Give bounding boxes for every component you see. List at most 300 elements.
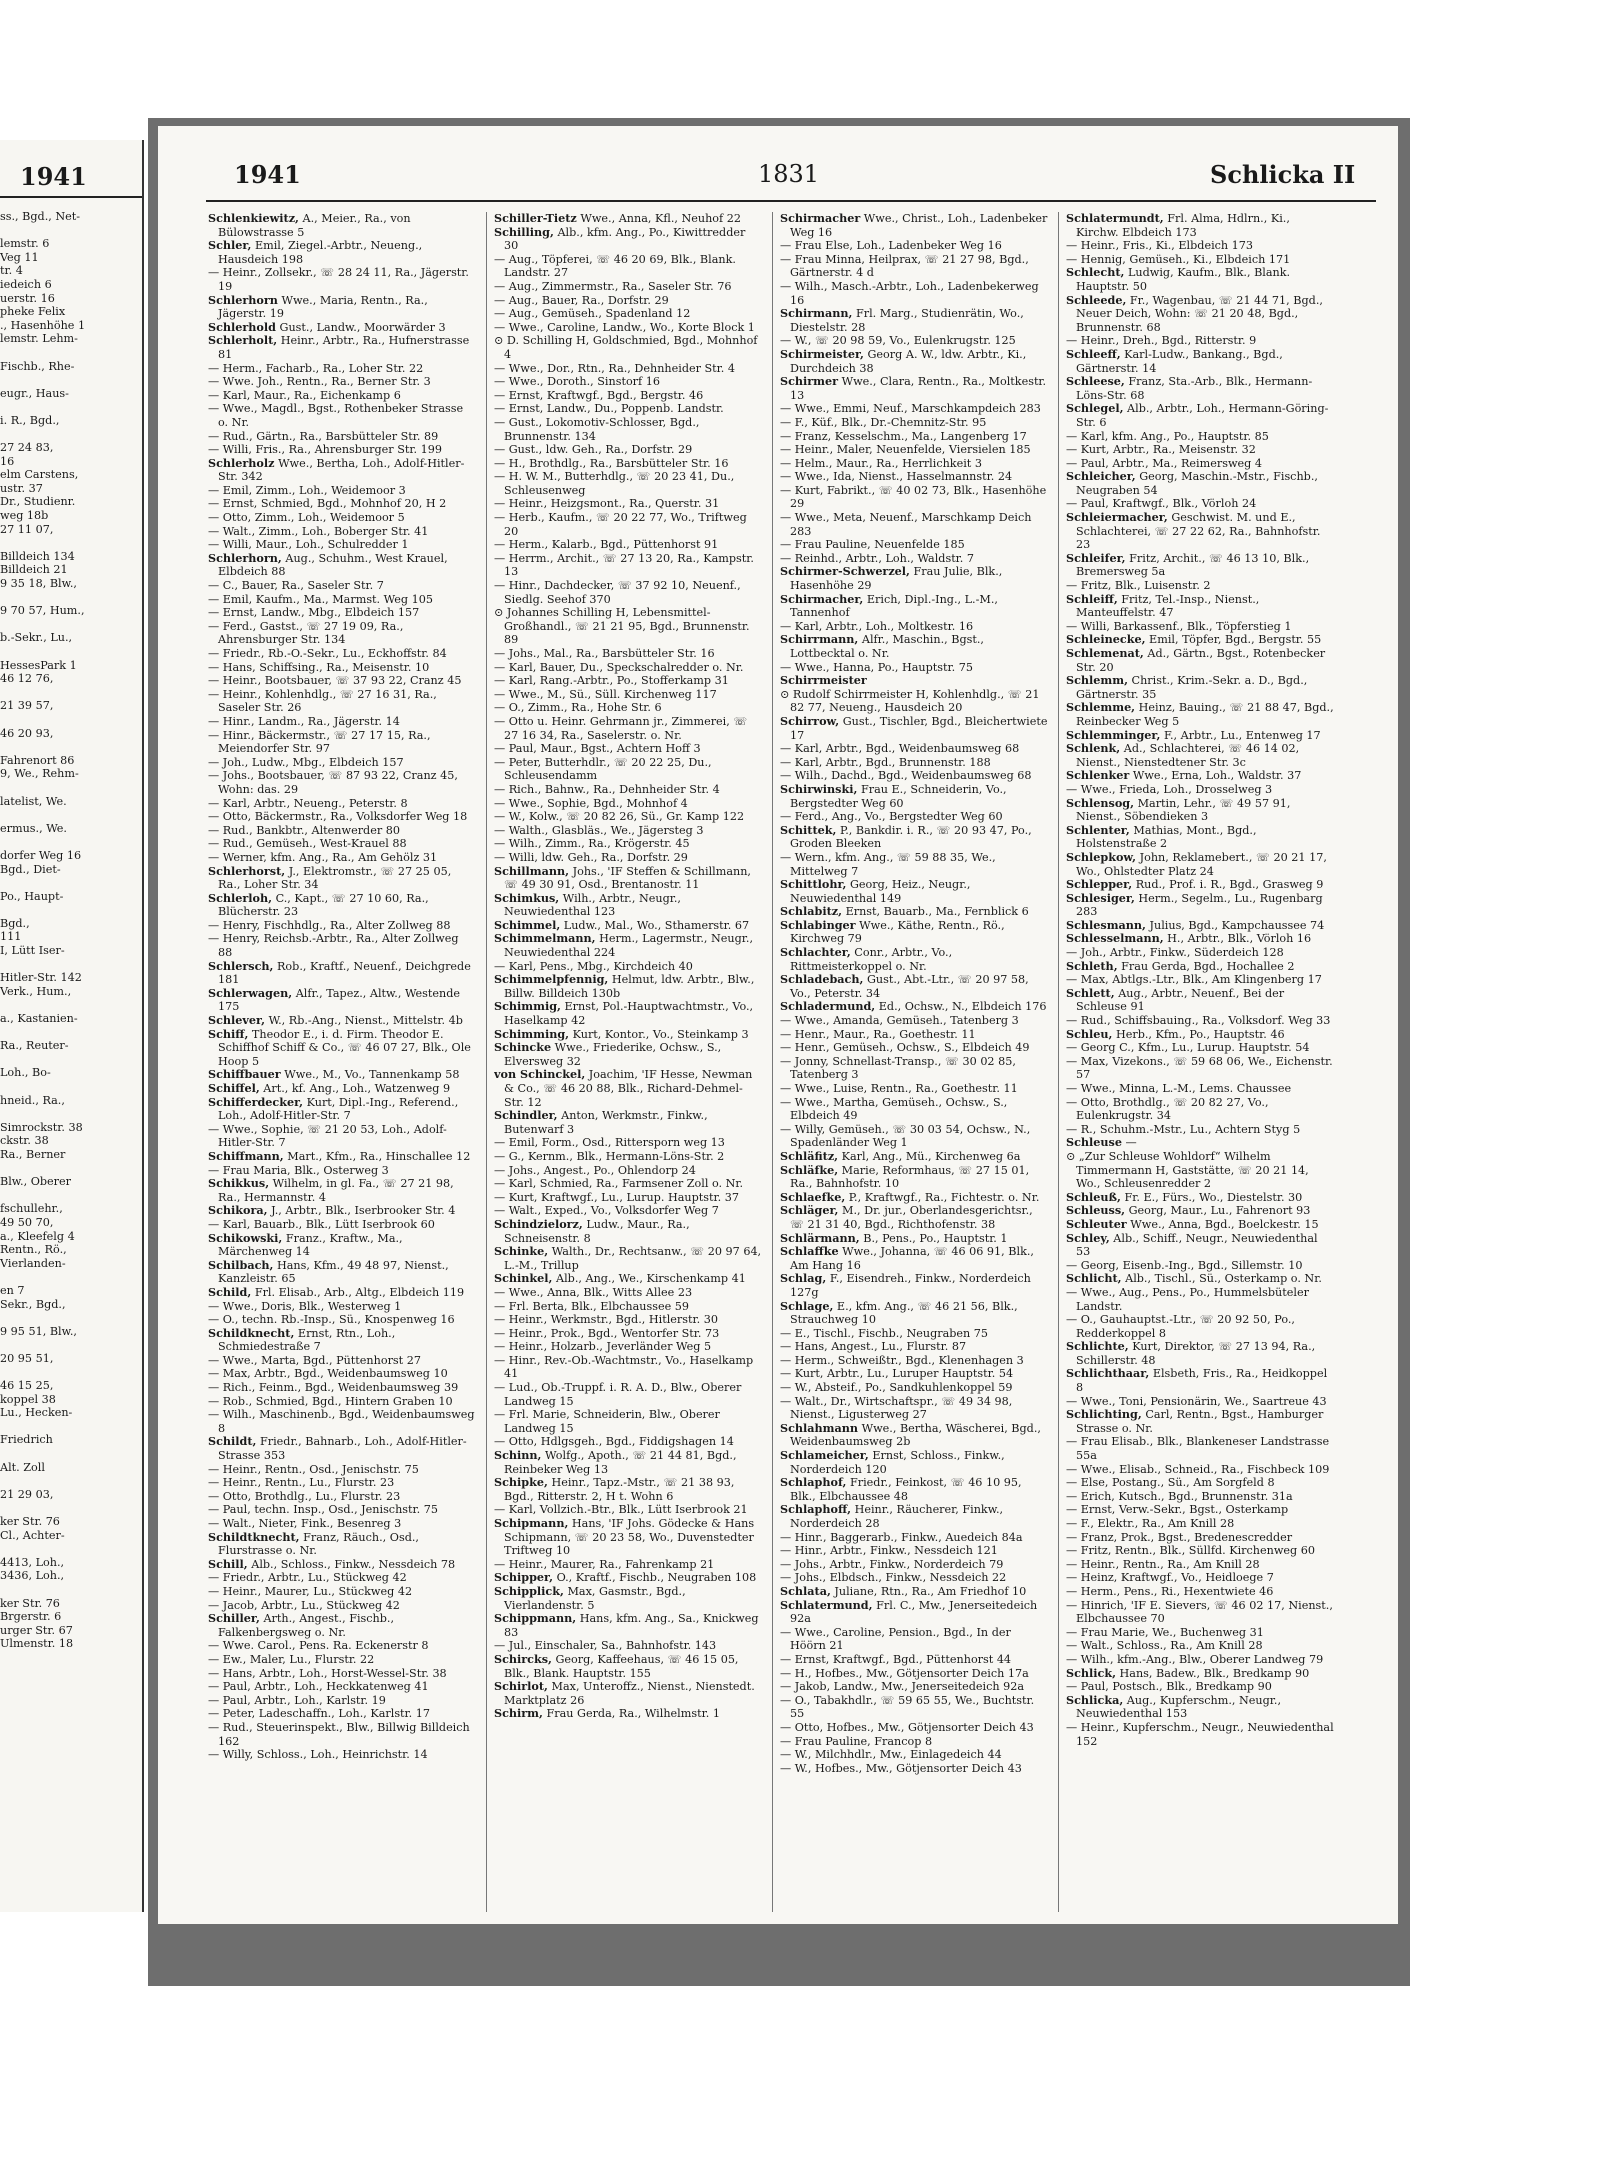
entry-details: — Franz, Prok., Bgst., Bredenescredder bbox=[1066, 1530, 1293, 1544]
page-header bbox=[158, 126, 1398, 189]
directory-entry bbox=[494, 1381, 762, 1408]
entry-surname: Schleuß, bbox=[1066, 1189, 1121, 1204]
directory-entry bbox=[780, 1150, 1048, 1164]
entry-surname: Schirmacher, bbox=[780, 591, 864, 606]
entry-details: — Frau Pauline, Neuenfelde 185 bbox=[780, 538, 965, 552]
directory-entry bbox=[1066, 470, 1334, 497]
directory-entry bbox=[780, 511, 1048, 538]
left-page-line: Friedrich bbox=[0, 1433, 53, 1447]
directory-entry bbox=[494, 1150, 762, 1164]
left-page-lines bbox=[0, 210, 140, 1651]
entry-details: Martin, Lehr., ☏ 49 57 91, Nienst., Söbendieken 3 bbox=[1076, 796, 1291, 824]
entry-surname: Schlerloh, bbox=[208, 890, 273, 905]
directory-entry bbox=[208, 824, 476, 838]
entry-details: Ludwig, Kaufm., Blk., Blank. Hauptstr. 50 bbox=[1076, 266, 1291, 293]
entry-details: Herm., Segelm., Lu., Rugenbarg 283 bbox=[1076, 891, 1323, 919]
entry-details: — Wilh., Dachd., Bgd., Weidenbaumsweg 68 bbox=[780, 769, 1032, 783]
entry-details: — Wwe., Caroline, Pension., Bgd., In der Höörn 21 bbox=[780, 1625, 1011, 1653]
entry-details: — Walt., Nieter, Fink., Besenreg 3 bbox=[208, 1517, 402, 1530]
entry-details: — Ernst, Kraftwgf., Bgd., Püttenhorst 44 bbox=[780, 1652, 1012, 1666]
directory-entry bbox=[494, 973, 762, 1000]
column-divider bbox=[772, 212, 773, 1912]
directory-entry bbox=[208, 1028, 476, 1069]
entry-surname: Schirmer-Schwerzel, bbox=[780, 564, 910, 579]
entry-details: — Else, Postang., Sü., Am Sorgfeld 8 bbox=[1066, 1476, 1275, 1490]
directory-entry bbox=[1066, 1272, 1334, 1286]
left-page-line: 3436, Loh., bbox=[0, 1569, 65, 1583]
entry-details: — Aug., Bauer, Ra., Dorfstr. 29 bbox=[494, 293, 669, 307]
directory-entry bbox=[780, 1585, 1048, 1599]
entry-details: Alb., Arbtr., Loh., Hermann-Göring-Str. 6 bbox=[1076, 402, 1329, 429]
entry-details: — Frau Marie, We., Buchenweg 31 bbox=[1066, 1625, 1264, 1639]
entry-surname: Schlerholz bbox=[208, 455, 275, 470]
directory-entry bbox=[494, 1028, 762, 1042]
entry-details: — Aug., Töpferei, ☏ 46 20 69, Blk., Blank. Landstr. 27 bbox=[494, 252, 736, 280]
entry-details: Rud., Prof. i. R., Bgd., Grasweg 9 bbox=[1135, 878, 1324, 892]
directory-entry bbox=[1066, 1503, 1334, 1517]
directory-entry bbox=[208, 1463, 476, 1477]
entry-details: O., Kraftf., Fischb., Neugraben 108 bbox=[556, 1571, 757, 1585]
entry-details: — Kurt, Kraftwgf., Lu., Lurup. Hauptstr. 37 bbox=[494, 1190, 739, 1204]
directory-entry bbox=[208, 321, 476, 335]
directory-entry bbox=[780, 470, 1048, 484]
left-page-line: a., Kastanien- bbox=[0, 1012, 78, 1026]
entry-surname: Schlepkow, bbox=[1066, 849, 1137, 864]
entry-details: — Peter, Ladeschaffn., Loh., Karlstr. 17 bbox=[208, 1707, 431, 1721]
directory-entry bbox=[780, 402, 1048, 416]
entry-surname: Schippmann, bbox=[494, 1611, 577, 1626]
entry-surname: Schlatermundt, bbox=[1066, 212, 1164, 225]
directory-entry bbox=[780, 1055, 1048, 1082]
entry-details: Ernst, Bauarb., Ma., Fernblick 6 bbox=[845, 905, 1029, 919]
entry-details: — Rud., Gärtn., Ra., Barsbütteler Str. 89 bbox=[208, 429, 439, 443]
entry-surname: Schirlot, bbox=[494, 1679, 548, 1694]
directory-entry bbox=[780, 1531, 1048, 1545]
directory-entry bbox=[208, 1435, 476, 1462]
left-page-line: urger Str. 67 bbox=[0, 1623, 73, 1637]
entry-details: — Paul, techn. Insp., Osd., Jenischstr. 75 bbox=[208, 1503, 438, 1517]
left-page-line bbox=[0, 1270, 140, 1284]
entry-details: — Wwe., Frieda, Loh., Drosselweg 3 bbox=[1066, 782, 1273, 796]
entry-surname: Schlichte, bbox=[1066, 1339, 1129, 1354]
entry-details: E., kfm. Ang., ☏ 46 21 56, Blk., Strauchweg 10 bbox=[790, 1299, 1018, 1327]
directory-entry bbox=[1066, 1544, 1334, 1558]
entry-details: — Karl, Bauer, Du., Speckschalredder o. Nr. bbox=[494, 660, 744, 674]
directory-entry bbox=[494, 1041, 762, 1068]
directory-entry bbox=[494, 865, 762, 892]
entry-details: — F., Elektr., Ra., Am Knill 28 bbox=[1066, 1517, 1235, 1530]
left-page-line bbox=[0, 618, 140, 632]
directory-entry bbox=[208, 769, 476, 796]
entry-surname: Schikkus, bbox=[208, 1176, 270, 1191]
left-page-line: 27 11 07, bbox=[0, 522, 54, 536]
entry-details: — Karl, Bauarb., Blk., Lütt Iserbrook 60 bbox=[208, 1217, 435, 1231]
header-rule bbox=[206, 200, 1376, 202]
left-page-line bbox=[0, 1542, 140, 1556]
entry-details: Rob., Kraftf., Neuenf., Deichgrede 181 bbox=[218, 959, 471, 987]
entry-details: Frau Gerda, Ra., Wilhelmstr. 1 bbox=[546, 1707, 720, 1721]
entry-surname: Schladermund, bbox=[780, 999, 876, 1014]
entry-details: — Wilh., kfm.-Ang., Blw., Oberer Landweg 79 bbox=[1066, 1652, 1324, 1666]
directory-entry bbox=[780, 1204, 1048, 1231]
entry-details: Karl-Ludw., Bankang., Bgd., Gärtnerstr. 14 bbox=[1076, 347, 1283, 375]
entry-surname: Schlegel, bbox=[1066, 401, 1124, 416]
left-page-line bbox=[0, 686, 140, 700]
directory-entry bbox=[208, 1476, 476, 1490]
directory-entry bbox=[1066, 375, 1334, 402]
directory-entry bbox=[1066, 1259, 1334, 1273]
directory-entry bbox=[208, 334, 476, 361]
entry-details: Franz., Kraftw., Ma., Märchenweg 14 bbox=[218, 1231, 403, 1259]
entry-details: — Johs., Bootsbauer, ☏ 87 93 22, Cranz 45, Wohn: das. 29 bbox=[208, 769, 458, 796]
entry-details: — bbox=[1125, 1136, 1137, 1150]
entry-details: Kurt, Direktor, ☏ 27 13 94, Ra., Schillerstr. 48 bbox=[1076, 1340, 1316, 1367]
entry-details: — Herb., Kaufm., ☏ 20 22 77, Wo., Triftweg 20 bbox=[494, 511, 747, 538]
directory-entry bbox=[208, 1150, 476, 1164]
directory-entry bbox=[494, 212, 762, 226]
directory-entry bbox=[780, 1544, 1048, 1558]
directory-entry bbox=[780, 348, 1048, 375]
entry-details: — Walt., Exped., Vo., Volksdorfer Weg 7 bbox=[494, 1204, 719, 1218]
entry-details: Julius, Bgd., Kampchaussee 74 bbox=[1149, 918, 1325, 932]
directory-entry bbox=[208, 647, 476, 661]
entry-surname: Schillmann, bbox=[494, 863, 570, 878]
entry-details: — Heinr., Heizgsmont., Ra., Querstr. 31 bbox=[494, 497, 720, 511]
directory-entry bbox=[494, 1503, 762, 1517]
directory-entry bbox=[494, 1558, 762, 1572]
directory-entry bbox=[780, 824, 1048, 851]
entry-details: Carl, Rentn., Bgst., Hamburger Strasse o. Nr. bbox=[1076, 1408, 1324, 1435]
directory-entry bbox=[208, 1367, 476, 1381]
directory-column-2 bbox=[494, 212, 762, 1912]
directory-entry bbox=[780, 878, 1048, 905]
entry-surname: Schleede, bbox=[1066, 292, 1127, 307]
directory-entry bbox=[1066, 1667, 1334, 1681]
entry-surname: Schladebach, bbox=[780, 972, 864, 987]
left-page-line: 111 bbox=[0, 930, 22, 944]
directory-entry bbox=[494, 674, 762, 688]
entry-details: Kurt, Dipl.-Ing., Referend., Loh., Adolf-Hitler-Str. 7 bbox=[218, 1095, 459, 1123]
directory-entry bbox=[780, 239, 1048, 253]
entry-surname: Schlersch, bbox=[208, 958, 274, 973]
entry-details: Emil, Ziegel.-Arbtr., Neueng., Hausdeich 198 bbox=[218, 239, 423, 266]
directory-entry bbox=[494, 402, 762, 416]
entry-details: — Max, Arbtr., Bgd., Weidenbaumsweg 10 bbox=[208, 1367, 448, 1381]
entry-surname: Schiffmann, bbox=[208, 1148, 284, 1163]
directory-entry bbox=[208, 1068, 476, 1082]
entry-details: — Wwe., Elisab., Schneid., Ra., Fischbeck 109 bbox=[1066, 1462, 1330, 1476]
directory-entry bbox=[780, 1626, 1048, 1653]
directory-entry bbox=[1066, 334, 1334, 348]
entry-surname: Schlatermund, bbox=[780, 1597, 873, 1612]
entry-details: — Gust., ldw. Geh., Ra., Dorfstr. 29 bbox=[494, 443, 693, 457]
entry-details: Heinz, Bauing., ☏ 21 88 47, Bgd., Reinbecker Weg 5 bbox=[1076, 701, 1334, 728]
entry-details: — Karl, Arbtr., Bgd., Brunnenstr. 188 bbox=[780, 755, 991, 769]
left-page-line: 21 29 03, bbox=[0, 1487, 54, 1501]
entry-details: — Ew., Maler, Lu., Flurstr. 22 bbox=[208, 1652, 375, 1666]
directory-entry bbox=[780, 457, 1048, 471]
entry-details: Aug., Kupferschm., Neugr., Neuwiedenthal 153 bbox=[1076, 1693, 1281, 1721]
entry-details: Aug., Arbtr., Neuenf., Bei der Schleuse 91 bbox=[1076, 986, 1285, 1014]
directory-entry bbox=[1066, 851, 1334, 878]
left-page-line: elm Carstens, bbox=[0, 468, 79, 482]
directory-entry bbox=[780, 1762, 1048, 1776]
entry-details: — Wwe., Doris, Blk., Westerweg 1 bbox=[208, 1299, 402, 1313]
left-page-line: ker Str. 76 bbox=[0, 1596, 60, 1610]
left-page-line bbox=[0, 808, 140, 822]
entry-details: Max, Gasmstr., Bgd., Vierlandenstr. 5 bbox=[504, 1584, 686, 1612]
entry-details: — Otto, Bäckermstr., Ra., Volksdorfer Weg 18 bbox=[208, 810, 468, 824]
entry-details: Alfr., Tapez., Altw., Westende 175 bbox=[218, 986, 461, 1014]
directory-entry bbox=[494, 375, 762, 389]
directory-entry bbox=[208, 1653, 476, 1667]
entry-details: Ludw., Maur., Ra., Schneisenstr. 8 bbox=[504, 1217, 690, 1245]
entry-details: — Frau Elisab., Blk., Blankeneser Landstrasse 55a bbox=[1066, 1435, 1330, 1463]
directory-entry bbox=[1066, 742, 1334, 769]
left-page-line: Simrockstr. 38 bbox=[0, 1120, 83, 1134]
entry-details: — Hinr., Arbtr., Finkw., Nessdeich 121 bbox=[780, 1544, 998, 1558]
entry-details: Franz, Sta.-Arb., Blk., Hermann-Löns-Str. 68 bbox=[1076, 375, 1313, 402]
directory-entry bbox=[1066, 443, 1334, 457]
directory-entry bbox=[494, 1476, 762, 1503]
entry-details: — Frau Minna, Heilprax, ☏ 21 27 98, Bgd., Gärtnerstr. 4 d bbox=[780, 252, 1029, 280]
directory-entry bbox=[494, 1585, 762, 1612]
directory-entry bbox=[208, 688, 476, 715]
entry-surname: Schlahmann bbox=[780, 1420, 859, 1435]
directory-entry bbox=[208, 1082, 476, 1096]
left-page-line: Bgd., Diet- bbox=[0, 862, 61, 876]
left-page-line: 9 70 57, Hum., bbox=[0, 604, 85, 618]
directory-entry bbox=[494, 470, 762, 497]
left-page-line bbox=[0, 1311, 140, 1325]
directory-entry bbox=[208, 674, 476, 688]
directory-entry bbox=[780, 484, 1048, 511]
entry-surname: Schlever, bbox=[208, 1013, 265, 1028]
left-page-line: Brgerstr. 6 bbox=[0, 1610, 62, 1624]
directory-entry bbox=[780, 1028, 1048, 1042]
entry-surname: Schittlohr, bbox=[780, 877, 847, 892]
directory-entry bbox=[780, 633, 1048, 660]
entry-details: Wwe., Käthe, Rentn., Rö., Kirchweg 79 bbox=[790, 918, 1005, 946]
entry-details: Elsbeth, Fris., Ra., Heidkoppel 8 bbox=[1076, 1367, 1328, 1395]
directory-entry bbox=[208, 1164, 476, 1178]
directory-entry bbox=[494, 1068, 762, 1109]
directory-entry bbox=[780, 212, 1048, 239]
entry-details: — Walt., Schloss., Ra., Am Knill 28 bbox=[1066, 1639, 1263, 1653]
directory-entry bbox=[1066, 552, 1334, 579]
entry-details: — Hans, Schiffsing., Ra., Meisenstr. 10 bbox=[208, 660, 430, 674]
entry-details: Geschwist. M. und E., Schlachterei, ☏ 27 22 62, Ra., Bahnhofstr. 23 bbox=[1076, 511, 1321, 552]
entry-details: ⊙ Rudolf Schirrmeister H, Kohlenhdlg., ☏ 21 82 77, Neueng., Hausdeich 20 bbox=[780, 687, 1040, 715]
directory-entry bbox=[1066, 253, 1334, 267]
directory-entry bbox=[780, 1191, 1048, 1205]
entry-details: John, Reklamebert., ☏ 20 21 17, Wo., Ohlstedter Platz 24 bbox=[1076, 850, 1327, 878]
directory-entry bbox=[1066, 266, 1334, 293]
entry-details: — Jakob, Landw., Mw., Jenerseitedeich 92a bbox=[780, 1680, 1025, 1694]
entry-surname: Schleu, bbox=[1066, 1026, 1113, 1041]
entry-details: — Heinr., Prok., Bgd., Wentorfer Str. 73 bbox=[494, 1326, 720, 1340]
entry-surname: Schincke bbox=[494, 1040, 552, 1055]
directory-entry bbox=[208, 1517, 476, 1531]
entry-details: — Willi, Maur., Loh., Schulredder 1 bbox=[208, 538, 409, 552]
entry-details: — Wwe. Carol., Pens. Ra. Eckenerstr 8 bbox=[208, 1639, 429, 1653]
left-page-line: 16 bbox=[0, 454, 15, 468]
entry-details: — Karl, Pens., Mbg., Kirchdeich 40 bbox=[494, 959, 693, 973]
left-page-line bbox=[0, 998, 140, 1012]
directory-entry bbox=[780, 1735, 1048, 1749]
entry-details: — Ernst, Schmied, Bgd., Mohnhof 20, H 2 bbox=[208, 497, 447, 511]
directory-entry bbox=[1066, 1218, 1334, 1232]
entry-details: — Wwe., Amanda, Gemüseh., Tatenberg 3 bbox=[780, 1014, 1019, 1028]
entry-surname: Schlameicher, bbox=[780, 1448, 869, 1463]
left-page-line: uerstr. 16 bbox=[0, 291, 55, 305]
entry-details: — W., Absteif., Po., Sandkuhlenkoppel 59 bbox=[780, 1381, 1013, 1395]
directory-entry bbox=[1066, 1150, 1334, 1191]
entry-details: — Ernst, Landw., Du., Poppenb. Landstr. bbox=[494, 402, 724, 416]
directory-entry bbox=[208, 1503, 476, 1517]
left-page-line bbox=[0, 591, 140, 605]
left-page-line: Cl., Achter- bbox=[0, 1528, 65, 1542]
entry-details: — Wwe., Aug., Pens., Po., Hummelsbüteler Landstr. bbox=[1066, 1285, 1309, 1313]
directory-entry bbox=[780, 851, 1048, 878]
entry-details: — Heinr., Maurer, Lu., Stückweg 42 bbox=[208, 1584, 413, 1598]
entry-details: — Wilh., Masch.-Arbtr., Loh., Ladenbekerweg 16 bbox=[780, 279, 1039, 307]
entry-details: — Wwe., Dor., Rtn., Ra., Dehnheider Str. 4 bbox=[494, 361, 736, 375]
directory-entry bbox=[780, 1164, 1048, 1191]
entry-details: — Helm., Maur., Ra., Herrlichkeit 3 bbox=[780, 456, 982, 470]
left-page-line bbox=[0, 1053, 140, 1067]
entry-surname: Schlemenat, bbox=[1066, 646, 1144, 660]
directory-entry bbox=[780, 1245, 1048, 1272]
entry-details: — Rud., Schiffsbauing., Ra., Volksdorf. Weg 33 bbox=[1066, 1014, 1331, 1028]
directory-entry bbox=[494, 1354, 762, 1381]
directory-entry bbox=[208, 430, 476, 444]
directory-entry bbox=[208, 1490, 476, 1504]
entry-details: — Paul, Kraftwgf., Blk., Vörloh 24 bbox=[1066, 497, 1257, 511]
entry-details: — O., Tabakhdlr., ☏ 59 65 55, We., Buchtstr. 55 bbox=[780, 1693, 1035, 1721]
entry-surname: Schirrmann, bbox=[780, 632, 859, 647]
directory-entry bbox=[208, 1327, 476, 1354]
directory-entry bbox=[208, 538, 476, 552]
directory-entry bbox=[780, 1082, 1048, 1096]
entry-surname: Schleifer, bbox=[1066, 550, 1126, 565]
entry-details: — Hinr., Landm., Ra., Jägerstr. 14 bbox=[208, 714, 400, 728]
directory-entry bbox=[1066, 1476, 1334, 1490]
left-page-line: 46 12 76, bbox=[0, 672, 54, 686]
directory-entry bbox=[1066, 1367, 1334, 1394]
entry-details: — Karl, Schmied, Ra., Farmsener Zoll o. Nr. bbox=[494, 1177, 744, 1191]
entry-details: Gust., Tischler, Bgd., Bleichertwiete 17 bbox=[790, 714, 1048, 742]
directory-entry bbox=[780, 1422, 1048, 1449]
entry-details: — Heinr., Werkmstr., Bgd., Hitlerstr. 30 bbox=[494, 1313, 718, 1327]
entry-details: Fr. E., Fürs., Wo., Diestelstr. 30 bbox=[1124, 1190, 1303, 1204]
entry-details: — Otto, Zimm., Loh., Weidemoor 5 bbox=[208, 511, 405, 525]
directory-entry bbox=[208, 212, 476, 239]
entry-details: Wwe., Johanna, ☏ 46 06 91, Blk., Am Hang 16 bbox=[790, 1245, 1034, 1272]
entry-details: — Rich., Bahnw., Ra., Dehnheider Str. 4 bbox=[494, 782, 720, 796]
directory-entry bbox=[208, 1014, 476, 1028]
directory-entry bbox=[1066, 1041, 1334, 1055]
directory-entry bbox=[494, 307, 762, 321]
entry-details: — H., Hofbes., Mw., Götjensorter Deich 17a bbox=[780, 1666, 1029, 1680]
entry-details: — C., Bauer, Ra., Saseler Str. 7 bbox=[208, 579, 384, 593]
entry-details: — Joh., Ludw., Mbg., Elbdeich 157 bbox=[208, 755, 404, 769]
entry-surname: Schlenk, bbox=[1066, 741, 1121, 756]
directory-entry bbox=[208, 552, 476, 579]
entry-details: — Wwe., Sophie, Bgd., Mohnhof 4 bbox=[494, 796, 688, 810]
entry-details: Friedr., Feinkost, ☏ 46 10 95, Blk., Elbchaussee 48 bbox=[790, 1476, 1022, 1503]
left-page-line: Hitler-Str. 142 bbox=[0, 971, 82, 985]
directory-entry bbox=[494, 756, 762, 783]
entry-details: — Rich., Feinm., Bgd., Weidenbaumsweg 39 bbox=[208, 1381, 459, 1395]
directory-entry bbox=[780, 973, 1048, 1000]
entry-details: Wwe., Bertha, Loh., Adolf-Hitler-Str. 342 bbox=[218, 456, 465, 484]
left-page-line bbox=[0, 1026, 140, 1040]
left-page-line bbox=[0, 903, 140, 917]
entry-details: — O., Zimm., Ra., Hohe Str. 6 bbox=[494, 701, 662, 715]
directory-entry bbox=[780, 1449, 1048, 1476]
left-page-line bbox=[0, 740, 140, 754]
entry-surname: von Schinckel, bbox=[494, 1067, 586, 1082]
entry-details: Georg, Maschin.-Mstr., Fischb., Neugraben 54 bbox=[1076, 470, 1318, 497]
directory-entry bbox=[780, 1000, 1048, 1014]
left-page-line: I, Lütt Iser- bbox=[0, 944, 65, 958]
entry-surname: Schimmig, bbox=[494, 999, 561, 1014]
entry-details: Arth., Angest., Fischb., Falkenbergsweg o. Nr. bbox=[218, 1612, 395, 1639]
entry-surname: Schirm, bbox=[494, 1706, 543, 1721]
directory-entry bbox=[780, 1232, 1048, 1246]
directory-entry bbox=[780, 1599, 1048, 1626]
entry-details: — Franz, Kesselschm., Ma., Langenberg 17 bbox=[780, 429, 1027, 443]
directory-entry bbox=[494, 1449, 762, 1476]
left-page-line: 4413, Loh., bbox=[0, 1555, 65, 1569]
directory-entry bbox=[494, 837, 762, 851]
entry-details: — Paul, Arbtr., Loh., Heckkatenweg 41 bbox=[208, 1680, 429, 1694]
entry-details: Alb., Ang., We., Kirschenkamp 41 bbox=[556, 1272, 746, 1286]
directory-entry bbox=[1066, 1680, 1334, 1694]
directory-entry bbox=[780, 946, 1048, 973]
left-page-line: a., Kleefelg 4 bbox=[0, 1229, 75, 1243]
directory-entry bbox=[780, 1680, 1048, 1694]
entry-details: — Willy, Gemüseh., ☏ 30 03 54, Ochsw., N., Spadenländer Weg 1 bbox=[780, 1122, 1031, 1150]
entry-details: Johs., 'IF Steffen & Schillmann, ☏ 49 30 91, Osd., Brentanostr. 11 bbox=[504, 864, 751, 892]
directory-entry bbox=[494, 932, 762, 959]
directory-entry bbox=[780, 1300, 1048, 1327]
entry-details: Hans, 'IF Johs. Gödecke & Hans Schipmann, ☏ 20 23 58, Wo., Duvenstedter Triftweg 10 bbox=[504, 1517, 755, 1558]
entry-details: — Rob., Schmied, Bgd., Hintern Graben 10 bbox=[208, 1394, 453, 1408]
directory-entry bbox=[1066, 1313, 1334, 1340]
left-page-line: 9 35 18, Blw., bbox=[0, 577, 77, 591]
directory-entry bbox=[1066, 1626, 1334, 1640]
entry-details: B., Pens., Po., Hauptstr. 1 bbox=[863, 1231, 1008, 1245]
entry-surname: Schill, bbox=[208, 1556, 248, 1571]
directory-entry bbox=[1066, 892, 1334, 919]
entry-details: — Wilh., Zimm., Ra., Krögerstr. 45 bbox=[494, 837, 690, 851]
entry-details: — Heinr., Dreh., Bgd., Ritterstr. 9 bbox=[1066, 334, 1257, 348]
directory-entry bbox=[208, 661, 476, 675]
entry-surname: Schirrmeister bbox=[780, 673, 867, 688]
directory-entry bbox=[1066, 1531, 1334, 1545]
directory-entry bbox=[780, 1041, 1048, 1055]
left-page-line: Sekr., Bgd., bbox=[0, 1297, 66, 1311]
entry-surname: Schlata, bbox=[780, 1583, 831, 1598]
entry-details: — Rud., Bankbtr., Altenwerder 80 bbox=[208, 823, 400, 837]
entry-details: — Karl, kfm. Ang., Po., Hauptstr. 85 bbox=[1066, 429, 1269, 443]
entry-surname: Schirmeister, bbox=[780, 346, 864, 361]
entry-details: — Hennig, Gemüseh., Ki., Elbdeich 171 bbox=[1066, 252, 1291, 266]
entry-details: Anton, Werkmstr., Finkw., Butenwarf 3 bbox=[504, 1109, 708, 1136]
left-page-line bbox=[0, 1501, 140, 1515]
